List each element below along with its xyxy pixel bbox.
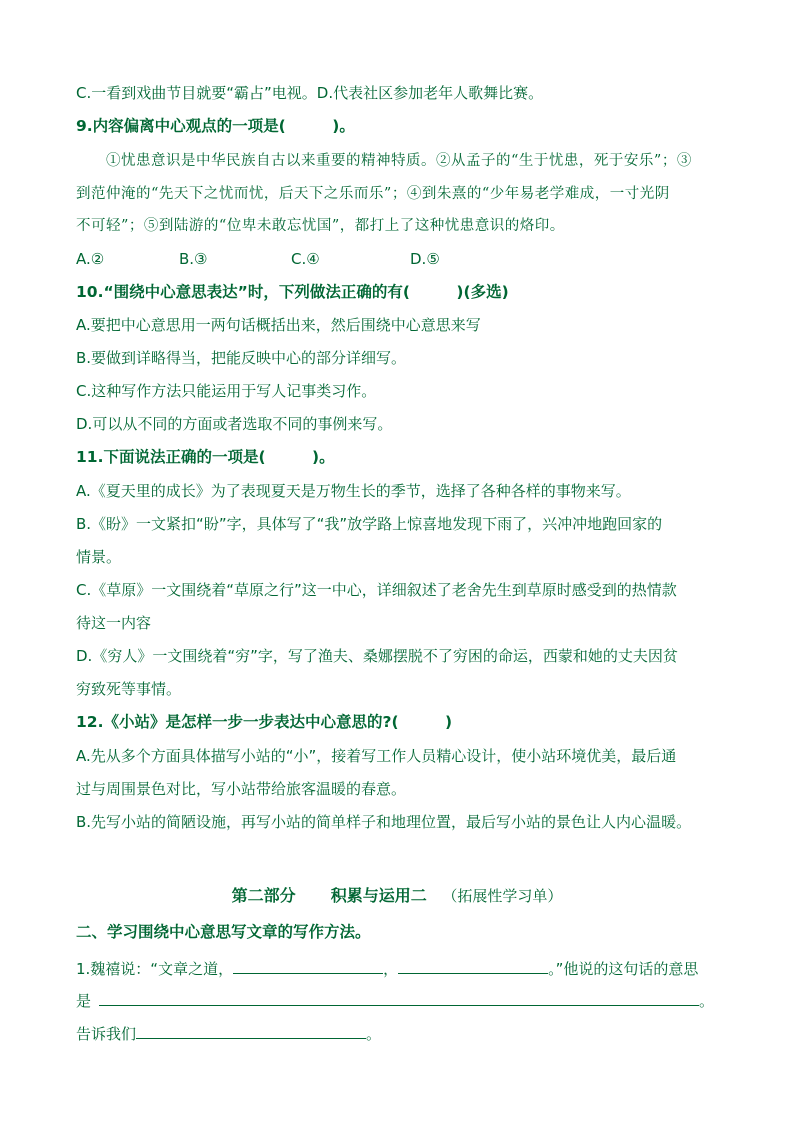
q10-stem: 10.“围绕中心意思表达”时，下列做法正确的有( )(多选)	[76, 283, 509, 301]
q12-option-a-line-1: A.先从多个方面具体描写小站的“小”，接着写工作人员精心设计，使小站环境优美，最后通	[76, 747, 677, 765]
q11-option-b-line-2: 情景。	[76, 548, 122, 566]
q11-option-b-line-1: B.《盼》一文紧扣“盼”字，具体写了“我”放学路上惊喜地发现下雨了，兴冲冲地跑回家的	[76, 515, 663, 533]
section2-q1-line-3	[76, 1021, 381, 1045]
q9-passage-line-1: ①忧患意识是中华民族自古以来重要的精神特质。②从孟子的“生于忧患，死于安乐”；③	[106, 153, 692, 169]
q9-option-b: B.③	[179, 250, 208, 268]
q11-option-d-line-2: 穷致死等事情。	[76, 680, 182, 698]
section2-q1-line-2	[76, 988, 714, 1012]
part2-name: 积累与运用二	[330, 886, 427, 905]
section2-q1-line3-prefix: 告诉我们	[76, 1025, 137, 1043]
section2-q1-prefix: 1.魏禧说：“文章之道，	[76, 960, 234, 978]
q10-option-a: A.要把中心意思用一两句话概括出来，然后围绕中心意思来写	[76, 316, 481, 334]
q12-option-b: B.先写小站的简陋设施，再写小站的简单样子和地理位置，最后写小站的景色让人内心温暖。	[76, 813, 692, 831]
section2-q1-sep: ，	[383, 960, 399, 978]
q9-passage-line-3: 不可轻”；⑤到陆游的“位卑未敢忘忧国”，都打上了这种忧患意识的烙印。	[76, 218, 565, 234]
q11-option-c-line-1: C.《草原》一文围绕着“草原之行”这一中心，详细叙述了老舍先生到草原时感受到的热情款	[76, 581, 677, 599]
part2-title	[0, 884, 794, 908]
section2-q1-line-1	[76, 956, 698, 980]
q12-stem: 12.《小站》是怎样一步一步表达中心意思的?( )	[76, 713, 453, 731]
q10-option-b: B.要做到详略得当，把能反映中心的部分详细写。	[76, 349, 407, 367]
part2-label: 第二部分	[231, 886, 296, 905]
answer-blank-4[interactable]	[136, 1021, 366, 1039]
q8-option-cd: C.一看到戏曲节目就要“霸占”电视。D.代表社区参加老年人歌舞比赛。	[76, 84, 544, 102]
section2-q1-line2-prefix: 是	[76, 992, 92, 1010]
q12-option-a-line-2: 过与周围景色对比，写小站带给旅客温暖的春意。	[76, 780, 407, 798]
q9-stem: 9.内容偏离中心观点的一项是( )。	[76, 117, 355, 135]
q11-stem: 11.下面说法正确的一项是( )。	[76, 448, 335, 466]
q9-passage-line-2: 到范仲淹的“先天下之忧而忧，后天下之乐而乐”；④到朱熹的“少年易老学难成，一寸光阴	[76, 186, 670, 202]
answer-blank-1[interactable]	[233, 956, 383, 974]
q11-option-a: A.《夏天里的成长》为了表现夏天是万物生长的季节，选择了各种各样的事物来写。	[76, 482, 631, 500]
answer-blank-3[interactable]	[99, 988, 699, 1006]
section2-q1-line3-end: 。	[366, 1025, 382, 1043]
section2-q1-line2-end: 。	[699, 992, 715, 1010]
q9-option-d: D.⑤	[410, 250, 440, 268]
answer-blank-2[interactable]	[398, 956, 548, 974]
q9-option-c: C.④	[291, 250, 320, 268]
q9-option-a: A.②	[76, 250, 105, 268]
section2-heading: 二、学习围绕中心意思写文章的写作方法。	[76, 923, 371, 941]
q11-option-d-line-1: D.《穷人》一文围绕着“穷”字，写了渔夫、桑娜摆脱不了穷困的命运，西蒙和她的丈夫因贫	[76, 647, 678, 665]
q11-option-c-line-2: 待这一内容	[76, 614, 152, 632]
part2-subtitle: （拓展性学习单）	[442, 887, 563, 905]
q10-option-c: C.这种写作方法只能运用于写人记事类习作。	[76, 382, 377, 400]
section2-q1-suffix: 。”他说的这句话的意思	[548, 960, 699, 978]
q10-option-d: D.可以从不同的方面或者选取不同的事例来写。	[76, 415, 393, 433]
